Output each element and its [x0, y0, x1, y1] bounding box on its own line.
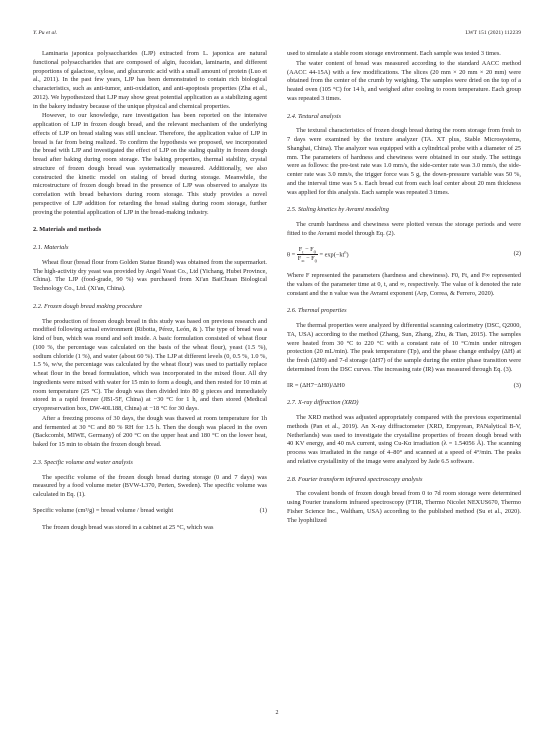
intro-paragraph-1: Laminaria japonica polysaccharides (LJP) extracted from L. japonica are natural functional polysaccharides that are composed of algin, fucoidan, laminarin, and different proportions of galactose, xylose, and glucuronic acid with a small amount of protein (Luo et al., 2011). In the past few years, LJP has been demonstrated to contain rich biological characteristics, such as anti-tumor, anti-oxidation, and anti-apoptosis properties (Zha et al., 2012). We hypothesized that LJP may show great potential application as a stabilizing agent in the bakery industry because of the unique physical and chemical properties.	[33, 50, 267, 110]
page-header	[33, 30, 521, 40]
equation-1	[33, 507, 267, 516]
header-journal: LWT 151 (2021) 112239	[465, 30, 521, 36]
equation-1-number: (1)	[259, 506, 267, 514]
avrami-paragraph-1: The crumb hardness and chewiness were plotted versus the storage periods and were fitted to the Avrami model through Eq. (2).	[287, 221, 521, 237]
section-2-5-heading: 2.5. Staling kinetics by Avrami modeling	[287, 206, 389, 214]
section-2-4-heading: 2.4. Textural analysis	[287, 112, 341, 120]
continued-paragraph: used to simulate a stable room storage environment. Each sample was tested 3 times.	[287, 50, 501, 57]
volume-paragraph: The specific volume of the frozen dough bread during storage (0 and 7 days) was measured by a food volume meter (BVW-L370, Perten, Sweden). The specific volume was calculated in Eq. (1).	[33, 473, 267, 498]
xrd-paragraph: The XRD method was adjusted appropriately compared with the previous experimental methods (Pan et al., 2019). An X-ray diffractometer (XRD, Empyrean, PANalytical B-V, Netherlands) was used to investigate the crystalline properties of frozen dough bread with 40 KV energy, and 40 mA current, using Cu-Kα irradiation (λ = 1.54056 Å). The scanning process was irradiated in the range of 4–80° and scanned at a speed of 4°/min. The peaks and relative crystallinity of the image were analyzed by Jade 6.5 software.	[287, 414, 521, 465]
section-2-6-heading: 2.6. Thermal properties	[287, 307, 347, 315]
section-2-8-heading: 2.8. Fourier transform infrared spectroscopy analysis	[287, 475, 423, 483]
page-number: 2	[275, 710, 279, 716]
equation-2	[287, 246, 521, 265]
section-2-1-heading: 2.1. Materials	[33, 244, 69, 251]
equation-2-number: (2)	[513, 250, 521, 258]
thermal-paragraph: The thermal properties were analyzed by differential scanning calorimetry (DSC, Q2000, TA, USA) according to the method (Zhang, Sun, Zhang, Zhu, & Tian, 2015). The samples were heated from 30 °C to 220 °C with a constant rate of 10 °C/min under nitrogen protection (20 mL/min). The peak temperature (Tp), and the phase change enthalpy (ΔH) at the fresh (ΔH0) and 7-d storage (ΔH7) of the sample during the entire phase transition were determined from the DSC curves. The increasing rate (IR) was measured through Eq. (3).	[287, 322, 521, 373]
equation-2-formula: θ = $\frac{F_t - F_0}{F_\infty - F_0}$ = $\exp(-kt^n)$	[287, 245, 349, 264]
procedure-paragraph-1: The production of frozen dough bread in this study was based on previous research and modified following actual environment (Ribotta, Pérez, León, & ). The type of bread was a kind of bun, which was round and soft inside. A basic formulation consisted of wheat flour (100 %, the percentage was calculated on the basis of the wheat flour), yeast (1.5 %), sodium chloride (1 %), and water (about 60 %). The LJP at different levels (0, 0.5 %, 1.0 %, 1.5 %, w/w, the percentage was calculated by the wheat flour) was used to partially replace wheat flour in the bread formulation, which was incorporated in the mixed flour. All dry ingredients were mixed with water for 15 min to form a dough, and then rested for 10 min at room temperature (25 °C). The dough was then divided into 80 g pieces and immediately stored in a rapid freezer (JB1-5F, China) at −30 °C for 1 h, and then stored (Medical cryopreservation box, DW-40L188, China) at −18 °C for 30 days.	[33, 317, 267, 412]
equation-3-number: (3)	[513, 381, 521, 389]
right-column	[287, 50, 521, 526]
materials-paragraph: Wheat flour (bread flour from Golden Statue Brand) was obtained from the supermarket. The high-activity dry yeast was provided by Angel Yeast Co., Ltd (Yichang, Hubei Province, China). The LJP (food-grade, 90 %) was purchased from Xi'an BaiChuan Biological Technology Co., Ltd. (Xi'an, China).	[33, 258, 267, 292]
water-paragraph: The water content of bread was measured according to the standard AACC method (AACC 44-15A) with a few modifications. The slices (20 mm × 20 mm × 20 mm) were obtained from the center of the crumb by weighing. The samples were dried on the top of a heated oven (105 °C) for 14 h, and weighed after cooling to room temperature. Each group was repeated 3 times.	[287, 59, 521, 102]
storage-paragraph: The frozen dough bread was stored in a cabinet at 25 °C, which was	[42, 523, 214, 531]
left-column	[33, 50, 267, 533]
equation-3-text: IR = (ΔH7−ΔH0)/ΔH0	[287, 381, 345, 389]
header-authors: Y. Pu et al.	[33, 30, 58, 36]
avrami-paragraph-2: Where F represented the parameters (hardness and chewiness). F0, Ft, and F∞ represented the values of the parameter time at 0, t, and ∞, respectively. The value of k denoted the rate constant and the n value was the Avrami exponent (Arp, Correa, & Ferrero, 2020).	[287, 272, 521, 297]
section-2-heading: 2. Materials and methods	[33, 226, 102, 234]
section-2-3-heading: 2.3. Specific volume and water analysis	[33, 458, 133, 466]
equation-1-text: Specific volume (cm³/g) = bread volume / bread weight	[33, 506, 174, 514]
procedure-paragraph-2: After a freezing process of 30 days, the dough was thawed at room temperature for 1h and fermented at 30 °C and 80 % RH for 1.5 h. Then the dough was placed in the oven (Backcombi, MIWE, Germany) of 200 °C on the upper heat and 180 °C on the lower heat, baked for 15 min to obtain the frozen dough bread.	[33, 414, 267, 448]
textural-paragraph: The textural characteristics of frozen dough bread during the room storage from fresh to 7 days were examined by the texture analyzer (TA. XT plus, Stable Microsystems, Shanghai, China). The analyzer was equipped with a cylindrical probe with a diameter of 25 mm. The parameters of hardness and chewiness were obtained in our study. The settings were as follows: the pre-test rate was 1.0 mm/s, the side-center rate was 3.0 mm/s, the side-center rate was 3.0 mm/s, the trigger force was 5 g, the down-pressure variable was 50 %, and the interval time was 5 s. Each bread cut from each loaf center about 20 mm thickness was applied for this analysis. Each sample was repeated 3 times.	[287, 127, 521, 196]
ftir-paragraph: The covalent bonds of frozen dough bread from 0 to 7d room storage were determined using Fourier transform infrared spectroscopy (FTIR, Thermo Nicolet NEXUS670, Thermo Fisher Science Inc., Waltham, USA) according to the published method (Su et al., 2020). The lyophilized	[287, 490, 521, 524]
section-2-7-heading: 2.7. X-ray diffraction (XRD)	[287, 399, 359, 407]
equation-3	[287, 382, 521, 391]
intro-paragraph-2: However, to our knowledge, rare investigation has been reported on the intensive application of LJP in frozen dough bread, and the relevant mechanism of the underlying effects of LJP on bread staling was still unclear. Therefore, the application value of LJP in bread is far from being realized. To confirm the hypothesis we proposed, we incorporated the bread with LJP and investigated the effect of LJP on the staling quality in frozen dough bread after baking during room storage. The baking properties, thermal stability, crystal structure of frozen dough bread was systematically measured. Additionally, we also constructed the kinetic model on staling of bread during storage. Meanwhile, the microstructure of frozen dough bread in the presence of LJP was observed to analyze its correlation with bread behaviors during room storage. This study provides a novel perspective of LJP addition for retarding the bread staling during room storage, further proving the potential application of LJP in the bread-making industry.	[33, 112, 267, 216]
section-2-2-heading: 2.2. Frozen dough bread making procedure	[33, 302, 143, 310]
